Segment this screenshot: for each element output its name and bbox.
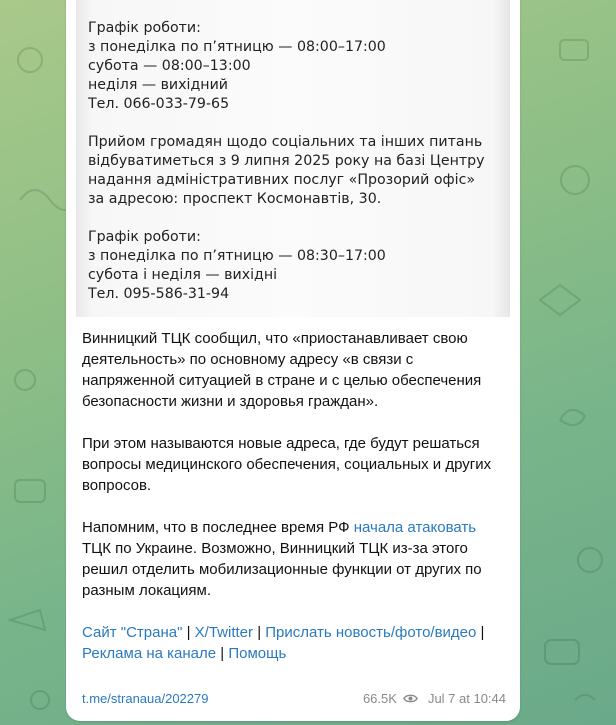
- channel-links: Сайт "Страна" | X/Twitter | Прислать новость/фото/видео | Реклама на канале | Помощь: [82, 624, 485, 662]
- eye-icon: [403, 693, 418, 704]
- photo-text-line: [88, 0, 508, 19]
- photo-text-line: Графік роботи:: [88, 20, 201, 36]
- link-advertising[interactable]: Реклама на канале: [82, 645, 217, 662]
- photo-text-line: відбуватиметься з 9 липня 2025 року на базі Центру: [88, 153, 485, 169]
- photo-text-line: Тел. 095-586-31-94: [88, 286, 230, 302]
- caption-paragraph-2: При этом называются новые адреса, где будут решаться вопросы медицинского обеспечения, социальных и других вопросов.: [82, 435, 492, 494]
- message-date: Jul 7 at 10:44: [427, 690, 506, 706]
- photo-text-line: з понеділка по п’ятницю — 08:00–17:00: [88, 39, 386, 55]
- message-caption: [82, 328, 507, 664]
- post-link[interactable]: t.me/stranaua/202279: [82, 690, 209, 706]
- message-bubble: [66, 0, 520, 721]
- photo-text-line: з понеділка по п’ятницю — 08:30–17:00: [88, 248, 386, 264]
- photo-text-line: субота — 08:00–13:00: [88, 58, 251, 74]
- message-meta: [363, 691, 506, 706]
- link-twitter[interactable]: X/Twitter: [194, 624, 254, 641]
- link-help[interactable]: Помощь: [228, 645, 287, 662]
- photo-text-line: [88, 209, 508, 228]
- photo-text-line: Тел. 066-033-79-65: [88, 96, 230, 112]
- photo-text-line: Прийом громадян щодо соціальних та інших питань: [88, 134, 483, 150]
- photo-text-line: Графік роботи:: [88, 229, 201, 245]
- link-site-strana[interactable]: Сайт "Страна": [82, 624, 183, 641]
- photo-document-text: [88, 0, 508, 304]
- photo-text-line: неділя — вихідний: [88, 77, 229, 93]
- link-started-attacking[interactable]: начала атаковать: [353, 519, 477, 536]
- photo-text-line: надання адміністративних послуг «Прозорий офіс»: [88, 172, 476, 188]
- views-count: 66.5K: [362, 690, 397, 706]
- photo-text-line: субота і неділя — вихідні: [88, 267, 278, 283]
- photo-text-line: [88, 114, 508, 133]
- message-footer: [82, 688, 506, 708]
- link-send-news[interactable]: Прислать новость/фото/видео: [265, 624, 477, 641]
- photo-text-line: за адресою: проспект Космонавтів, 30.: [88, 191, 382, 207]
- message-photo[interactable]: [76, 0, 510, 317]
- caption-paragraph-3: Напомним, что в последнее время РФ начала атаковать ТЦК по Украине. Возможно, Винницкий ТЦК из-за этого решил отделить мобилизационные функции от других по разным локациям.: [82, 519, 482, 599]
- caption-paragraph-1: Винницкий ТЦК сообщил, что «приостанавливает свою деятельность» по основному адресу «в связи с напряженной ситуацией в стране и с целью обеспечения безопасности жизни и здоровья граждан».: [82, 330, 482, 410]
